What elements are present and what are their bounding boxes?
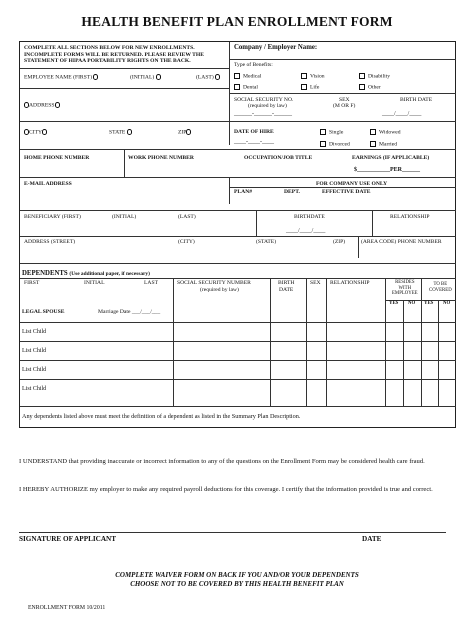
email-label: E-MAIL ADDRESS bbox=[24, 181, 72, 187]
date-label: DATE bbox=[362, 535, 382, 543]
marital-married[interactable]: Married bbox=[370, 141, 397, 148]
arrow-icon bbox=[93, 74, 98, 80]
benefit-medical[interactable]: Medical bbox=[234, 73, 261, 80]
employee-first-name-field[interactable]: EMPLOYEE NAME (FIRST) bbox=[24, 74, 98, 81]
earnings-input[interactable]: $___________PER______ bbox=[354, 167, 420, 173]
arrow-icon bbox=[127, 129, 132, 135]
home-phone-label: HOME PHONE NUMBER bbox=[24, 155, 90, 161]
dep-col-birth-date: DATE bbox=[279, 287, 294, 293]
dep-col-resides: RESIDES WITH EMPLOYEE bbox=[392, 280, 418, 297]
covered-yes: YES bbox=[424, 301, 434, 306]
legal-spouse-label: LEGAL SPOUSE bbox=[22, 309, 65, 315]
plan-label: PLAN# bbox=[234, 189, 253, 195]
sex-label: SEX bbox=[339, 97, 350, 103]
employee-city-field[interactable]: CITY bbox=[24, 129, 47, 136]
arrow-icon bbox=[186, 129, 191, 135]
instruction-line-1: COMPLETE ALL SECTIONS BELOW FOR NEW ENROLLMENTS. bbox=[24, 45, 195, 51]
beneficiary-city-label: (CITY) bbox=[178, 239, 195, 245]
birth-date-input[interactable]: ____/____/____ bbox=[382, 111, 422, 117]
work-phone-label: WORK PHONE NUMBER bbox=[128, 155, 194, 161]
page-title: HEALTH BENEFIT PLAN ENROLLMENT FORM bbox=[81, 14, 393, 29]
checkbox-icon bbox=[370, 129, 376, 135]
beneficiary-last-label: (LAST) bbox=[178, 214, 196, 220]
employee-state-field[interactable]: STATE bbox=[109, 129, 132, 136]
effective-date-label: EFFECTIVE DATE bbox=[322, 189, 371, 195]
checkbox-icon bbox=[301, 84, 307, 90]
beneficiary-birthdate-label: BIRTHDATE bbox=[294, 214, 325, 220]
list-child-4: List Child bbox=[22, 386, 47, 392]
benefit-dental[interactable]: Dental bbox=[234, 84, 258, 91]
employee-address-field[interactable]: ADDRESS bbox=[24, 102, 60, 109]
checkbox-icon bbox=[234, 73, 240, 79]
employee-zip-field[interactable]: ZIP bbox=[178, 129, 191, 136]
dep-col-last: LAST bbox=[144, 280, 158, 286]
beneficiary-birthdate-input[interactable]: ____/____/____ bbox=[286, 228, 326, 234]
benefit-life[interactable]: Life bbox=[301, 84, 319, 91]
benefit-disability[interactable]: Disability bbox=[359, 73, 390, 80]
checkbox-icon bbox=[301, 73, 307, 79]
list-child-2: List Child bbox=[22, 348, 47, 354]
dep-col-covered: TO BE COVERED bbox=[429, 282, 452, 293]
list-child-1: List Child bbox=[22, 329, 47, 335]
dep-col-initial: INITIAL bbox=[84, 280, 105, 286]
checkbox-icon bbox=[320, 129, 326, 135]
benefit-types-label: Type of Benefits: bbox=[234, 62, 273, 68]
resides-yes: YES bbox=[389, 301, 399, 306]
beneficiary-state-label: (STATE) bbox=[256, 239, 277, 245]
understand-statement: I UNDERSTAND that providing inaccurate or incorrect information to any of the questions on the Enrollment Form may be considered health care fraud. bbox=[19, 458, 425, 465]
marital-single[interactable]: Single bbox=[320, 129, 343, 136]
employer-name-label: Company / Employer Name: bbox=[234, 44, 318, 51]
enrollment-form bbox=[19, 41, 456, 428]
beneficiary-zip-label: (ZIP) bbox=[333, 239, 346, 245]
signature-line[interactable] bbox=[19, 532, 446, 533]
dep-col-first: FIRST bbox=[24, 280, 40, 286]
earnings-label: EARNINGS (IF APPLICABLE) bbox=[352, 155, 430, 161]
employee-initial-field[interactable]: (INITIAL) bbox=[130, 74, 161, 81]
birth-date-label: BIRTH DATE bbox=[400, 97, 433, 103]
list-child-3: List Child bbox=[22, 367, 47, 373]
instruction-line-2: INCOMPLETE FORMS WILL BE RETURNED. PLEASE REVIEW THE bbox=[24, 51, 204, 58]
ssn-label: SOCIAL SECURITY NO. bbox=[234, 97, 294, 103]
dep-col-relationship: RELATIONSHIP bbox=[330, 280, 370, 286]
company-use-label: FOR COMPANY USE ONLY bbox=[316, 181, 388, 187]
arrow-icon bbox=[156, 74, 161, 80]
ssn-input[interactable]: ______-______-______ bbox=[234, 111, 292, 117]
form-id: ENROLLMENT FORM 10/2011 bbox=[28, 605, 106, 611]
resides-no: NO bbox=[408, 301, 416, 306]
benefit-vision[interactable]: Vision bbox=[301, 73, 325, 80]
sex-sub: (M OR F) bbox=[333, 103, 356, 109]
checkbox-icon bbox=[359, 84, 365, 90]
dep-col-ssn: SOCIAL SECURITY NUMBER bbox=[177, 280, 251, 286]
checkbox-icon bbox=[359, 73, 365, 79]
occupation-label: OCCUPATION/JOB TITLE bbox=[244, 155, 313, 161]
authorize-statement: I HEREBY AUTHORIZE my employer to make any required payroll deductions for this coverage. I certify that the information provided is true and correct. bbox=[19, 486, 433, 493]
covered-no: NO bbox=[443, 301, 451, 306]
employee-last-name-field[interactable]: (LAST) bbox=[196, 74, 220, 81]
arrow-icon bbox=[55, 102, 60, 108]
dependent-definition-note: Any dependents listed above must meet the definition of a dependent as listed in the Summary Plan Description. bbox=[22, 413, 301, 420]
checkbox-icon bbox=[370, 141, 376, 147]
marital-divorced[interactable]: Divorced bbox=[320, 141, 350, 148]
dep-col-ssn-sub: (required by law) bbox=[200, 287, 239, 293]
arrow-icon bbox=[215, 74, 220, 80]
beneficiary-phone-label: (AREA CODE) PHONE NUMBER bbox=[361, 239, 442, 245]
dept-label: DEPT. bbox=[284, 189, 300, 195]
date-of-hire-input[interactable]: ____-____-____ bbox=[234, 139, 274, 145]
instruction-line-3: STATEMENT OF HIPAA PORTABILITY RIGHTS ON THE BACK. bbox=[24, 58, 191, 64]
dependents-title: DEPENDENTS (Use additional paper, if necessary) bbox=[22, 270, 150, 277]
signature-label: SIGNATURE OF APPLICANT bbox=[19, 535, 117, 543]
beneficiary-address-label: ADDRESS (STREET) bbox=[24, 239, 76, 245]
beneficiary-initial-label: (INITIAL) bbox=[112, 214, 137, 220]
dep-col-sex: SEX bbox=[310, 280, 321, 286]
dep-col-birth: BIRTH bbox=[278, 280, 295, 286]
waiver-line-2: CHOOSE NOT TO BE COVERED BY THIS HEALTH BENEFIT PLAN bbox=[130, 580, 344, 588]
arrow-icon bbox=[42, 129, 47, 135]
waiver-line-1: COMPLETE WAIVER FORM ON BACK IF YOU AND/OR YOUR DEPENDENTS bbox=[115, 571, 359, 579]
checkbox-icon bbox=[320, 141, 326, 147]
marital-widowed[interactable]: Widowed bbox=[370, 129, 401, 136]
beneficiary-relationship-label: RELATIONSHIP bbox=[390, 214, 430, 220]
ssn-sub: (required by law) bbox=[248, 103, 287, 109]
date-of-hire-label: DATE OF HIRE bbox=[234, 129, 274, 135]
marriage-date-field[interactable]: Marriage Date ___/___/___ bbox=[98, 309, 161, 315]
checkbox-icon bbox=[234, 84, 240, 90]
benefit-other[interactable]: Other bbox=[359, 84, 381, 91]
beneficiary-first-label: BENEFICIARY (FIRST) bbox=[24, 214, 81, 220]
